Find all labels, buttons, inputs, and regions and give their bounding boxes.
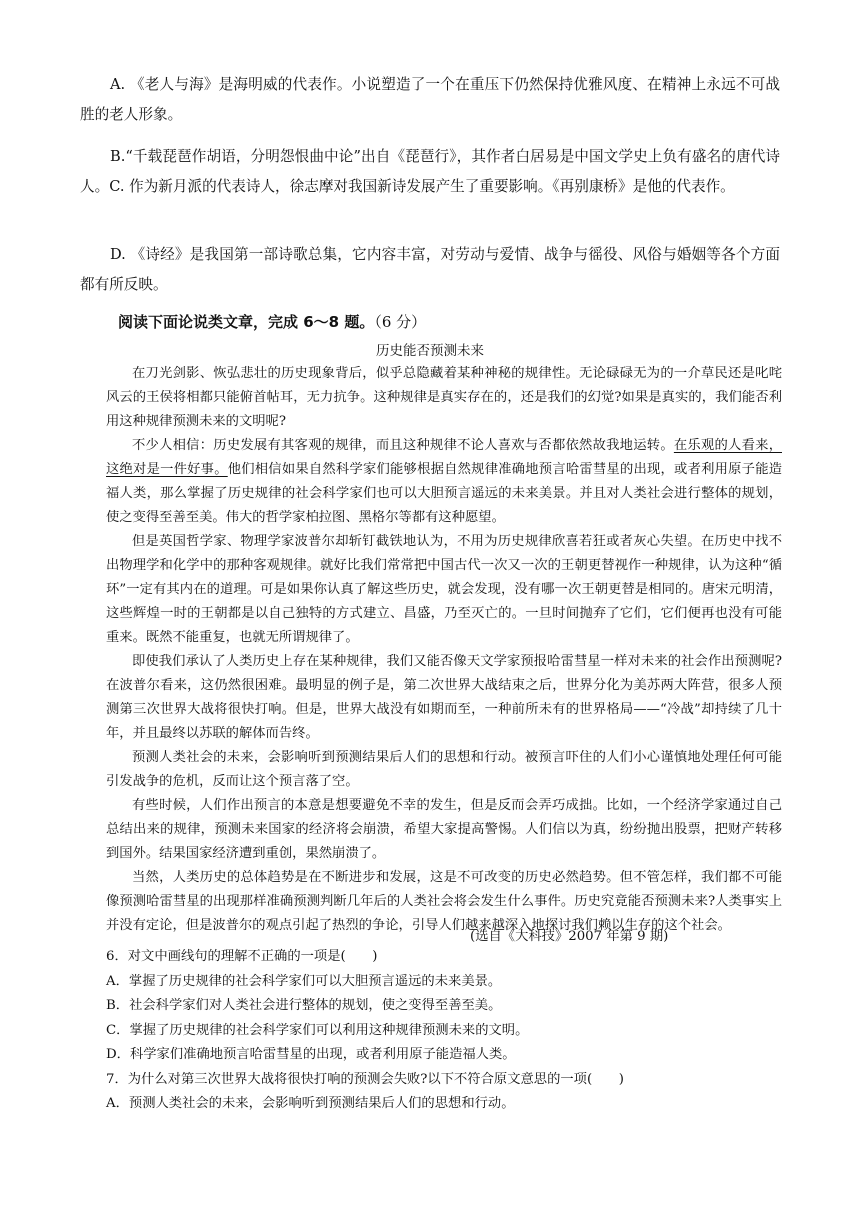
article-paragraph-7: 当然，人类历史的总体趋势是在不断进步和发展，这是不可改变的历史必然趋势。但不管怎样，我们都不可能像预测哈雷彗星的出现那样准确预测判断几年后的人类社会将会发生什么事件。历史究竟能否预测未来?人类事实上并没有定论，但是波普尔的观点引起了热烈的争论，引导人们越来越深入地探讨我们赖以生存的这个社会。 [106, 870, 782, 933]
underlined-sentence: 在乐观的人看来，这绝对是一件好事。 [106, 438, 782, 477]
p2-text-before: 不少人相信：历史发展有其客观的规律，而且这种规律不论人喜欢与否都依然故我地运转。 [132, 438, 674, 453]
section-score: （6 分） [374, 313, 427, 331]
article-paragraph-2 [106, 434, 782, 530]
option-a-text: A. 《老人与海》是海明威的代表作。小说塑造了一个在重压下仍然保持优雅风度、在精神上永远不可战胜的老人形象。 [80, 76, 780, 123]
section-heading-text: 阅读下面论说类文章，完成 6～8 题。 [118, 313, 375, 331]
article-paragraph-1: 在刀光剑影、恢弘悲壮的历史现象背后，似乎总隐藏着某种神秘的规律性。无论碌碌无为的一介草民还是叱咤风云的王侯将相都只能俯首帖耳，无力抗争。这种规律是真实存在的，还是我们的幻觉?如果是真实的，我们能否利用这种规律预测未来的文明呢? [106, 366, 782, 429]
article-paragraph-6: 有些时候，人们作出预言的本意是想要避免不幸的发生，但是反而会弄巧成拙。比如，一个经济学家通过自己总结出来的规律，预测未来国家的经济将会崩溃，希望大家提高警惕。人们信以为真，纷纷抛出股票，把财产转移到国外。结果国家经济遭到重创，果然崩溃了。 [106, 798, 782, 861]
question-6: 6．对文中画线句的理解不正确的一项是( ) [106, 949, 378, 964]
article-source: (选自《大科技》2007 年第 9 期) [470, 929, 669, 944]
question-list [106, 945, 786, 1117]
option-b-c-text: B.“千载琵琶作胡语，分明怨恨曲中论”出自《琵琶行》，其作者白居易是中国文学史上负有盛名的唐代诗人。C. 作为新月派的代表诗人，徐志摩对我国新诗发展产生了重要影响。《再别康桥》是他的代表作。 [80, 148, 780, 195]
article-paragraph-4: 即使我们承认了人类历史上存在某种规律，我们又能否像天文学家预报哈雷彗星一样对未来的社会作出预测呢?在波普尔看来，这仍然很困难。最明显的例子是，第二次世界大战结束之后，世界分化为美苏两大阵营，很多人预测第三次世界大战将很快打响。但是，世界大战没有如期而至，一种前所未有的世界格局——“冷战”却持续了几十年，并且最终以苏联的解体而告终。 [106, 654, 782, 741]
question-6-option-b: B．社会科学家们对人类社会进行整体的规划，使之变得至善至美。 [106, 998, 502, 1013]
question-7-option-a: A．预测人类社会的未来，会影响听到预测结果后人们的思想和行动。 [106, 1096, 515, 1111]
article-paragraph-3: 但是英国哲学家、物理学家波普尔却斩钉截铁地认为，不用为历史规律欣喜若狂或者灰心失望。在历史中找不出物理学和化学中的那种客观规律。就好比我们常常把中国古代一次又一次的王朝更替视作一种规律，认为这种“循环”一定有其内在的道理。可是如果你认真了解这些历史，就会发现，没有哪一次王朝更替是相同的。唐宋元明清，这些辉煌一时的王朝都是以自己独特的方式建立、昌盛，乃至灭亡的。一旦时间抛弃了它们，它们便再也没有可能重来。既然不能重复，也就无所谓规律了。 [106, 534, 782, 645]
article-title: 历史能否预测未来 [376, 343, 484, 359]
question-6-option-c: C．掌握了历史规律的社会科学家们可以利用这种规律预测未来的文明。 [106, 1022, 529, 1038]
section-heading [118, 310, 426, 334]
article-paragraph-5: 预测人类社会的未来，会影响听到预测结果后人们的思想和行动。被预言吓住的人们小心谨慎地处理任何可能引发战争的危机，反而让这个预言落了空。 [106, 750, 782, 789]
article-body [106, 362, 782, 938]
question-6-option-a: A．掌握了历史规律的社会科学家们可以大胆预言遥远的未来美景。 [106, 973, 502, 989]
question-7: 7．为什么对第三次世界大战将很快打响的预测会失败?以下不符合原文意思的一项( ) [106, 1071, 624, 1087]
option-d-text: D. 《诗经》是我国第一部诗歌总集，它内容丰富，对劳动与爱情、战争与徭役、风俗与婚姻等各个方面都有所反映。 [80, 246, 780, 293]
p2-text-after: 他们相信如果自然科学家们能够根据自然规律准确地预言哈雷彗星的出现，或者利用原子能造福人类，那么掌握了历史规律的社会科学家们也可以大胆预言遥远的未来美景。并且对人类社会进行整体的规划，使之变得至善至美。伟大的哲学家柏拉图、黑格尔等都有这种愿望。 [106, 462, 783, 525]
question-6-option-d: D．科学家们准确地预言哈雷彗星的出现，或者利用原子能造福人类。 [106, 1047, 516, 1062]
